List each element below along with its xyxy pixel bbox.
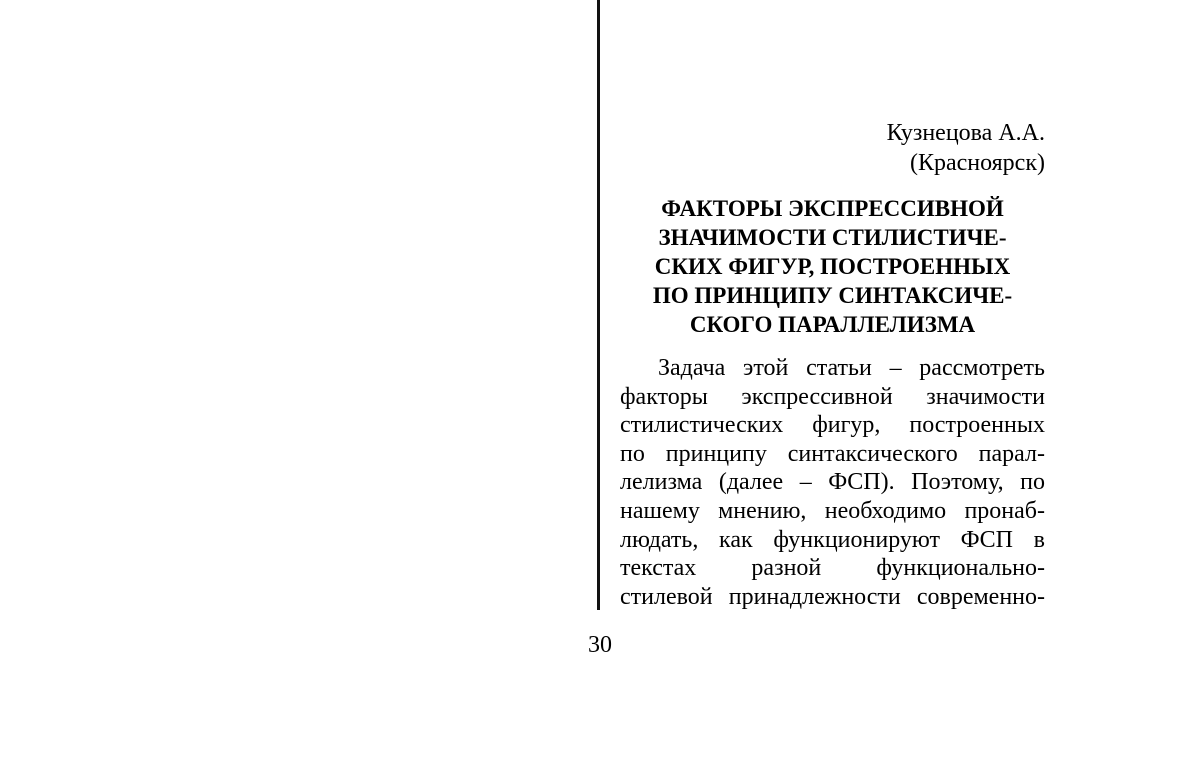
title-line: СКИХ ФИГУР, ПОСТРОЕННЫХ	[654, 254, 1011, 279]
body-line: стилевой принадлежности современно-	[620, 583, 1045, 610]
article-body	[620, 354, 1045, 611]
body-line: текстах разной функционально-	[620, 555, 1045, 582]
body-line: факторы экспрессивной значимости	[620, 383, 1045, 410]
body-line: людать, как функционируют ФСП в	[620, 526, 1045, 553]
author-block	[620, 118, 1045, 178]
title-line: СКОГО ПАРАЛЛЕЛИЗМА	[689, 312, 976, 337]
body-line: по принципу синтаксического парал-	[620, 440, 1045, 467]
page-number: 30	[588, 632, 612, 658]
vertical-divider-line	[597, 0, 600, 610]
article-title	[620, 194, 1045, 339]
body-line: Задача этой статьи – рассмотреть	[658, 355, 1045, 381]
author-city: (Красноярск)	[909, 150, 1045, 176]
title-line: ПО ПРИНЦИПУ СИНТАКСИЧЕ-	[652, 283, 1013, 308]
body-line: нашему мнению, необходимо пронаб-	[620, 497, 1045, 524]
body-line: лелизма (далее – ФСП). Поэтому, по	[620, 469, 1045, 496]
author-name: Кузнецова А.А.	[886, 120, 1045, 146]
title-line: ФАКТОРЫ ЭКСПРЕССИВНОЙ	[661, 196, 1004, 221]
body-line: стилистических фигур, построенных	[620, 412, 1045, 439]
title-line: ЗНАЧИМОСТИ СТИЛИСТИЧЕ-	[658, 225, 1007, 250]
